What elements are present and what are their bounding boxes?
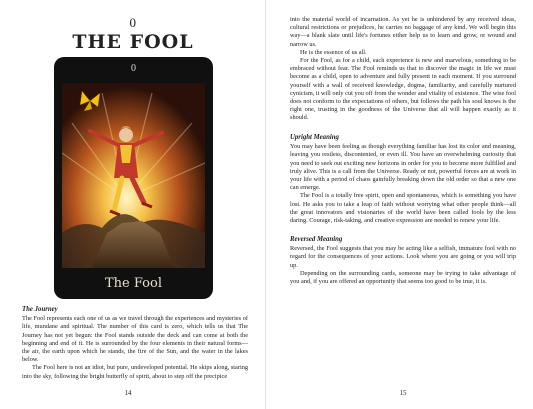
- page-number-left: 14: [124, 389, 132, 397]
- intro-paragraph: For the Fool, as for a child, each experience is new and marvelous, something to be embraced without fear. The Fool reminds us that to discover the magic in life we must become as a child, open to adventure and fully present in each moment. If you surround yourself with a wall of received knowledge, dogma, familiarity, and carefully nurtured cynicism, it will only cut you off from the wonder and vitality of existence. The wise fool does not conform to the expectations of others, but follows the path his soul knows is the right one, trusting in the goodness of the Universe that all will happen exactly as it should.: [290, 57, 516, 122]
- intro-paragraph: into the material world of incarnation. As yet he is unhindered by any received ideas, cultural restrictions or prejudices, he carries no baggage of any kind. We will begin this way—a blank slate until life's fortunes either help us to learn and grow, or wound and narrow us.: [290, 16, 516, 48]
- upright-heading: Upright Meaning: [290, 134, 339, 141]
- tarot-card-image: [54, 57, 213, 299]
- page-number-right: 15: [399, 389, 407, 397]
- journey-section: [22, 306, 248, 381]
- left-page: [0, 0, 266, 409]
- card-title-heading: THE FOOL: [72, 31, 194, 53]
- intro-section: [290, 16, 516, 123]
- card-illustration: [62, 83, 205, 268]
- reversed-section: [290, 236, 516, 286]
- upright-paragraph: The Fool is a totally free spirit, open and spontaneous, which is something you have lost. He asks you to take a leap of faith without worrying what other people think—all the great innovators and visionaries of the world have been called fools by the less daring. Courage, risk-taking, and creative expression are needed to renew your life.: [290, 192, 516, 225]
- upright-paragraph: You may have been feeling as though everything familiar has lost its color and meaning, leaving you restless, discontented, or even ill. You have an overwhelming curiosity that you need to seek out exciting new horizons in order for you to become more fulfilled and truly alive. This is a call from the Universe. Ready or not, powerful forces are at work in your life with a period of chaos gainfully breaking down the old order so that a new one can emerge.: [290, 143, 516, 192]
- reversed-paragraph: Reversed, the Fool suggests that you may be acting like a selfish, immature fool with no regard for the consequences of your actions. Look where you are going or you will trip up.: [290, 245, 516, 269]
- reversed-paragraph: Depending on the surrounding cards, someone may be trying to take advantage of you and, if you are offered an opportunity that seems too good to be true, it is.: [290, 269, 516, 286]
- card-name-label: The Fool: [105, 276, 162, 291]
- card-number-heading: 0: [129, 15, 137, 30]
- intro-paragraph: He is the essence of us all.: [300, 48, 367, 56]
- reversed-heading: Reversed Meaning: [290, 236, 343, 243]
- card-inner-number: 0: [131, 63, 136, 74]
- upright-section: [290, 134, 516, 225]
- journey-paragraph: The Fool here is not an idiot, but pure, undeveloped potential. He skips along, staring into the sky, following the bright butterfly of spirit, about to step off the precipice: [22, 364, 248, 380]
- journey-paragraph: The Fool represents each one of us as we travel through the experiences and mysteries of life, mundane and spiritual. The number of this card is zero, which tells us that The Journey has not yet begun: the Fool stands outside the deck and can come at both the beginning and end of it. He is surrounded by the four elements in their natural forms—the air, the earth upon which he stands, the fire of the Sun, and the water in the lakes below.: [22, 315, 248, 364]
- right-page: [266, 0, 533, 409]
- journey-heading: The Journey: [22, 306, 58, 313]
